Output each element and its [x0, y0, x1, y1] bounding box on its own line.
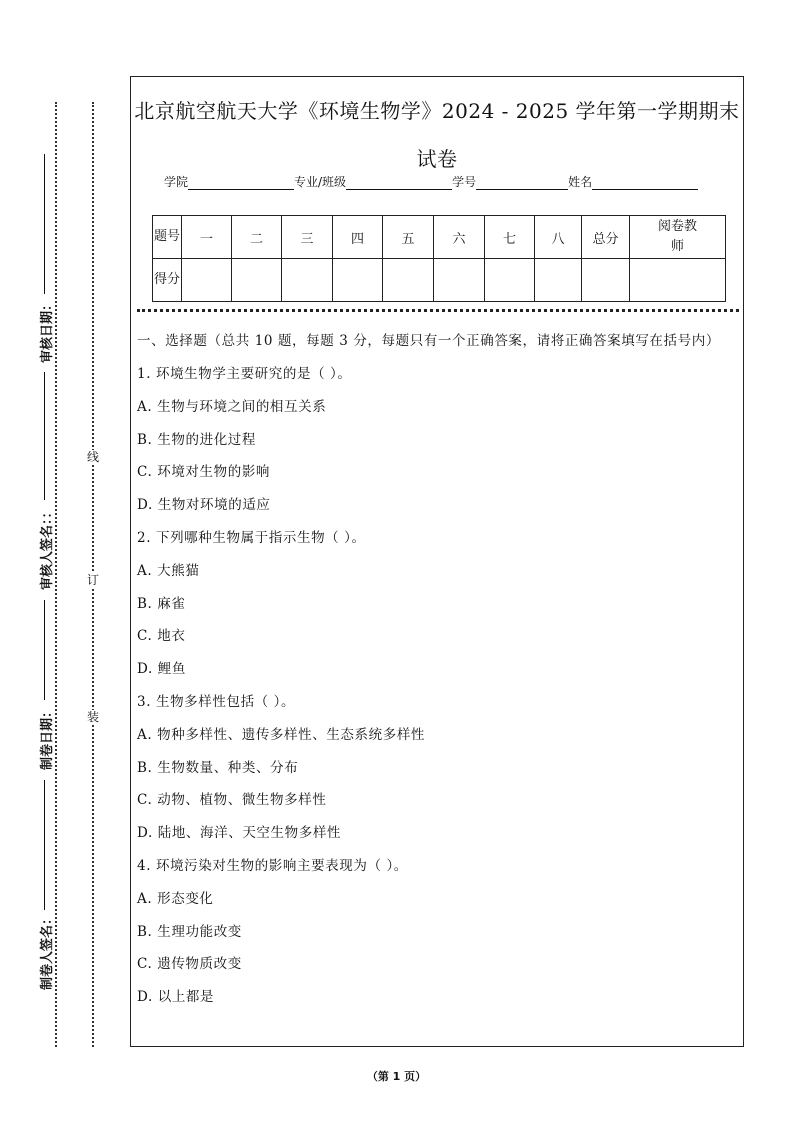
option-a: A. 生物与环境之间的相互关系 — [137, 398, 327, 415]
option-d: D. 以上都是 — [137, 989, 215, 1006]
score-header-row — [153, 216, 726, 259]
option-d: D. 生物对环境的适应 — [137, 497, 271, 514]
total-score-header: 总分 — [582, 216, 630, 259]
score-cell[interactable] — [333, 259, 383, 302]
question-stem: 2. 下列哪种生物属于指示生物（ ）。 — [137, 529, 366, 546]
paper-date-line — [44, 600, 45, 700]
question-stem: 4. 环境污染对生物的影响主要表现为（ ）。 — [137, 857, 408, 874]
part-5-header: 五 — [383, 216, 434, 259]
question-section — [137, 330, 737, 1014]
option-c: C. 环境对生物的影响 — [137, 464, 271, 481]
question-block — [137, 850, 737, 1014]
question-block — [137, 522, 737, 686]
question-stem: 3. 生物多样性包括（ ）。 — [137, 693, 296, 710]
paper-maker-signature-line — [44, 780, 45, 910]
exam-frame — [130, 76, 744, 1047]
score-cell[interactable] — [282, 259, 333, 302]
score-value-row — [153, 259, 726, 302]
section-heading: 一、选择题（总共 10 题，每题 3 分，每题只有一个正确答案，请将正确答案填写在括号内） — [137, 333, 720, 349]
part-7-header: 七 — [485, 216, 535, 259]
option-b: B. 生理功能改变 — [137, 923, 242, 940]
college-label: 学院 — [164, 175, 189, 189]
student-id-label: 学号 — [452, 175, 477, 189]
exam-title — [131, 87, 743, 183]
question-block — [137, 358, 737, 522]
binding-mark-line: 线 — [86, 450, 99, 464]
reviewer-signature-label: 审核人签名：： — [40, 505, 55, 590]
option-c: C. 动物、植物、微生物多样性 — [137, 792, 327, 809]
option-b: B. 生物数量、种类、分布 — [137, 759, 299, 776]
grader-header: 阅卷教师 — [630, 216, 726, 259]
binding-dotted-line-outer — [55, 102, 57, 1047]
part-3-header: 三 — [282, 216, 333, 259]
total-score-cell[interactable] — [582, 259, 630, 302]
paper-date-label: 制卷日期： — [40, 704, 55, 770]
option-b: B. 生物的进化过程 — [137, 431, 257, 448]
question-block — [137, 686, 737, 850]
question-number-header: 题号 — [153, 216, 182, 259]
part-2-header: 二 — [232, 216, 282, 259]
grader-cell[interactable] — [630, 259, 726, 302]
option-b: B. 麻雀 — [137, 595, 186, 612]
option-c: C. 遗传物质改变 — [137, 956, 242, 973]
review-date-line — [44, 154, 45, 294]
option-d: D. 鲤鱼 — [137, 661, 186, 678]
score-table — [152, 215, 726, 302]
score-cell[interactable] — [232, 259, 282, 302]
student-id-blank[interactable] — [476, 176, 568, 190]
option-a: A. 物种多样性、遗传多样性、生态系统多样性 — [137, 726, 426, 743]
score-cell[interactable] — [535, 259, 582, 302]
part-8-header: 八 — [535, 216, 582, 259]
option-d: D. 陆地、海洋、天空生物多样性 — [137, 825, 342, 842]
score-row-label: 得分 — [153, 259, 182, 302]
binding-mark-staple: 订 — [86, 573, 99, 587]
exam-title-line1: 北京航空航天大学《环境生物学》2024 - 2025 学年第一学期期末 — [134, 99, 740, 123]
question-stem: 1. 环境生物学主要研究的是（ ）。 — [137, 366, 352, 382]
binding-mark-bind: 装 — [86, 710, 99, 724]
score-cell[interactable] — [485, 259, 535, 302]
major-class-blank[interactable] — [346, 176, 452, 190]
reviewer-signature-line — [44, 372, 45, 500]
part-6-header: 六 — [434, 216, 485, 259]
part-1-header: 一 — [182, 216, 232, 259]
name-blank[interactable] — [592, 176, 698, 190]
exam-title-line2: 试卷 — [416, 147, 458, 171]
paper-maker-signature-label: 制卷人签名： — [40, 911, 55, 990]
score-cell[interactable] — [182, 259, 232, 302]
dotted-separator — [137, 309, 739, 312]
option-a: A. 大熊猫 — [137, 562, 200, 579]
score-cell[interactable] — [383, 259, 434, 302]
name-label: 姓名 — [568, 175, 593, 189]
option-c: C. 地衣 — [137, 628, 186, 645]
part-4-header: 四 — [333, 216, 383, 259]
page-number: （第 1 页） — [366, 1070, 427, 1083]
score-cell[interactable] — [434, 259, 485, 302]
option-a: A. 形态变化 — [137, 890, 214, 907]
college-blank[interactable] — [188, 176, 294, 190]
student-info-row — [164, 173, 724, 190]
review-date-label: 审核日期： — [40, 297, 55, 363]
major-class-label: 专业/班级 — [294, 175, 347, 189]
